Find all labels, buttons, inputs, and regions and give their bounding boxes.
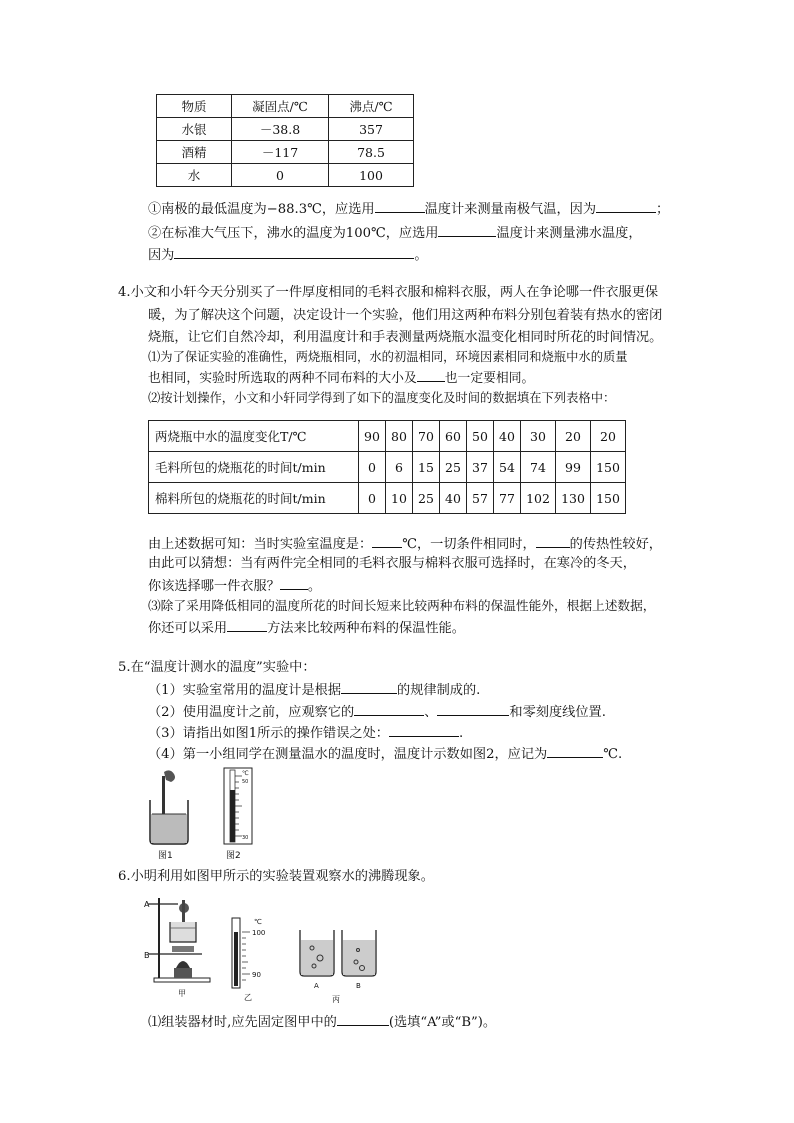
beaker-a-label: A [314,982,319,990]
q5-item-2 [148,702,606,722]
q6-title: 6.小明利用如图甲所示的实验装置观察水的沸腾现象。 [118,869,434,884]
table2-cell: 15 [413,452,440,483]
caption-bing: 丙 [332,995,340,1004]
cooling-data-table [148,420,626,514]
q4-text: 也一定要相同。 [444,371,535,386]
answer-blank[interactable] [547,744,603,758]
table1-cell: 水 [157,164,232,187]
q4-conclusion-2: 由此可以猜想：当有两件完全相同的毛料衣服与棉料衣服可选择时，在寒冷的冬天， [148,556,636,571]
table2-cell: 99 [556,452,591,483]
freezing-boiling-table [156,94,414,187]
figure-2-thermometer-scale-icon [222,766,258,862]
answer-blank[interactable] [417,368,445,382]
table2-cell: 30 [521,421,556,452]
table2-cell: 130 [556,483,591,514]
q4-text: 的传热性较好， [569,537,662,552]
answer-blank[interactable] [372,534,402,548]
table2-cell: 60 [440,421,467,452]
q5-text: （1）实验室常用的温度计是根据 [148,683,342,698]
table1-cell: －38.8 [232,118,329,141]
table2-cell: 102 [521,483,556,514]
answer-blank[interactable] [438,223,496,237]
answer-blank[interactable] [437,702,509,716]
answer-blank[interactable] [389,723,459,737]
table1-cell: 酒精 [157,141,232,164]
q5-text: （2）使用温度计之前，应观察它的 [148,705,355,720]
q4-intro-2: 暖，为了解决这个问题，决定设计一个实验，他们用这两种布料分别包着装有热水的密闭 [148,308,663,323]
answer-blank[interactable] [536,534,570,548]
q4-sub1-line2 [148,368,534,388]
table2-cell: 74 [521,452,556,483]
answer-blank[interactable] [227,618,267,632]
yi-unit: ℃ [254,918,262,926]
table1-cell: 0 [232,164,329,187]
figure-jia-apparatus-icon [142,892,218,1002]
figure-bing-beakers-icon [296,922,380,1004]
answer-blank[interactable] [375,199,425,213]
q4-intro-1: 4.小文和小轩今天分别买了一件厚度相同的毛料衣服和棉料衣服，两人在争论哪一件衣服更保 [118,285,659,300]
q4-sub1-line1: ⑴为了保证实验的准确性，两烧瓶相同，水的初温相同，环境因素相同和烧瓶中水的质量 [148,350,628,364]
table2-cell: 40 [494,421,521,452]
q4-sub3-line1: ⑶除了采用降低相同的温度所花的时间长短来比较两种布料的保温性能外，根据上述数据， [148,598,656,613]
table2-cell: 6 [386,452,413,483]
q3-text: 。 [414,248,428,263]
q3-text: 温度计来测量南极气温，因为 [424,202,597,217]
q5-text: 的规律制成的. [397,683,481,698]
q3-text: 因为 [148,248,175,263]
table1-cell: 100 [329,164,414,187]
q6-text: ⑴组装器材时,应先固定图甲中的 [148,1015,337,1030]
answer-blank[interactable] [174,245,414,259]
q5-text: 、 [424,705,438,720]
table1-cell: 水银 [157,118,232,141]
q4-text: 你该选择哪一件衣服？ [148,579,280,594]
table2-cell: 50 [467,421,494,452]
q4-text: 方法来比较两种布料的保温性能。 [267,621,465,636]
table1-header: 物质 [157,95,232,118]
table2-cell: 0 [359,483,386,514]
answer-blank[interactable] [337,1012,389,1026]
yi-tick-90: 90 [252,971,261,979]
table2-cell: 10 [386,483,413,514]
figure-2-tick-top: 50 [242,779,249,785]
q4-sub3-line2 [148,618,465,638]
table2-cell: 40 [440,483,467,514]
q4-text: 你还可以采用 [148,621,228,636]
q4-intro-3: 烧瓶，让它们自然冷却，利用温度计和手表测量两烧瓶水温变化相同时所花的时间情况。 [148,330,663,345]
q3-line-1 [148,199,669,219]
q4-text: ℃，一切条件相同时， [402,537,536,552]
figure-2-tick-bottom: 30 [242,835,249,841]
q3-text: 温度计来测量沸水温度， [496,226,642,241]
beaker-b-label: B [356,982,361,990]
q6-text: (选填“A”或“B”)。 [388,1015,497,1030]
figure-2-unit: ℃ [242,770,249,777]
table2-row-label: 棉料所包的烧瓶花的时间t/min [149,483,359,514]
answer-blank[interactable] [280,576,308,590]
table2-cell: 0 [359,452,386,483]
caption-yi: 乙 [244,993,252,1002]
figure-yi-thermometer-icon [228,912,268,1004]
q5-item-1 [148,680,480,700]
q5-text: （4）第一小组同学在测量温水的温度时，温度计示数如图2，应记为 [148,747,548,762]
q5-item-4 [148,744,622,764]
q3-text: ①南极的最低温度为−88.3℃，应选用 [148,202,375,217]
answer-blank[interactable] [354,702,424,716]
table2-cell: 150 [591,452,626,483]
q5-item-3 [148,723,463,743]
q4-conclusion-3 [148,576,321,596]
table2-row-label: 两烧瓶中水的温度变化T/℃ [149,421,359,452]
figure-1-caption: 图1 [158,851,173,861]
q4-text: 由上述数据可知：当时实验室温度是： [148,537,373,552]
table1-cell: 357 [329,118,414,141]
q4-sub2: ⑵按计划操作，小文和小轩同学得到了如下的温度变化及时间的数据填在下列表格中： [148,391,616,405]
label-a: A [144,900,150,909]
q4-text: 。 [307,579,322,594]
q5-text: 和零刻度线位置. [509,705,606,720]
table2-cell: 150 [591,483,626,514]
table1-cell: 78.5 [329,141,414,164]
table2-cell: 90 [359,421,386,452]
table2-row-label: 毛料所包的烧瓶花的时间t/min [149,452,359,483]
table2-cell: 80 [386,421,413,452]
yi-tick-100: 100 [252,929,266,937]
table1-header: 凝固点/℃ [232,95,329,118]
table1-header: 沸点/℃ [329,95,414,118]
figure-1-beaker-thermometer-icon [144,766,190,862]
table2-cell: 20 [556,421,591,452]
label-b: B [144,951,150,960]
q4-conclusion-1 [148,534,662,554]
table2-cell: 70 [413,421,440,452]
table2-cell: 77 [494,483,521,514]
answer-blank[interactable] [341,680,397,694]
q5-text: ℃. [603,747,623,762]
caption-jia: 甲 [178,989,186,998]
q4-text: 也相同，实验时所选取的两种不同布料的大小及 [148,371,417,386]
q3-line-3 [148,245,428,265]
table2-cell: 20 [591,421,626,452]
table2-cell: 25 [440,452,467,483]
table2-cell: 25 [413,483,440,514]
table1-cell: －117 [232,141,329,164]
table2-cell: 37 [467,452,494,483]
table2-cell: 57 [467,483,494,514]
q5-text: （3）请指出如图1所示的操作错误之处： [148,726,389,741]
q5-title: 5.在“温度计测水的温度”实验中： [118,660,316,675]
q3-text: ②在标准大气压下，沸水的温度为100℃，应选用 [148,226,439,241]
table2-cell: 54 [494,452,521,483]
q6-sub1 [148,1012,496,1032]
answer-blank[interactable] [596,199,656,213]
q5-text: . [458,726,464,741]
figure-2-caption: 图2 [226,851,241,861]
q3-text: ； [656,202,670,217]
q3-line-2 [148,223,642,243]
